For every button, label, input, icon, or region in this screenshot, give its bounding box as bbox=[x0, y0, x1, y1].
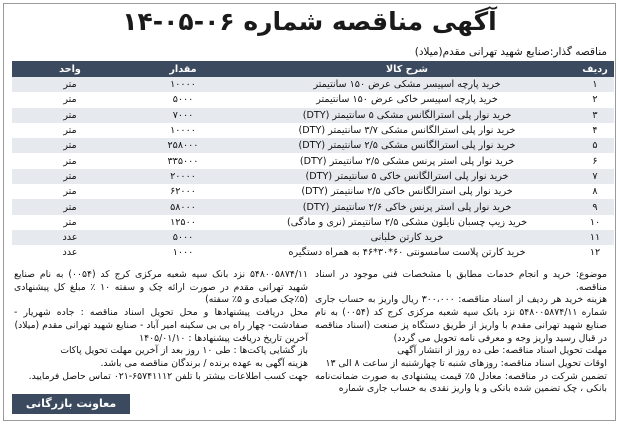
terms-paragraph: آخرین تاریخ دریافت پیشنهادها : ۱۴۰۵/۰۱/۱۰ bbox=[139, 332, 308, 344]
cell-index: ۳ bbox=[576, 108, 614, 123]
cell-index: ۵ bbox=[576, 138, 614, 153]
cell-unit: متر bbox=[12, 215, 128, 230]
table-row bbox=[12, 245, 614, 260]
header-quantity: مقدار bbox=[128, 61, 238, 77]
cell-quantity: ۲۵۸۰۰۰ bbox=[128, 138, 238, 153]
table-row bbox=[12, 184, 614, 199]
cell-description: خرید کارتن خلبانی bbox=[238, 230, 576, 245]
cell-quantity: ۲۰۰۰۰ bbox=[128, 169, 238, 184]
terms-paragraph: هزینه خرید هر ردیف از اسناد مناقصه: ۳۰۰،۰۰۰ ریال واریز به حساب جاری شماره ۵۴۸۰۰۵۸۷۴/۱۱ نزد بانک سپه شعبه مرکزی کرج کد (۰۰۵۴) به نام صنایع شهید تهرانی مقدم با واریز از طریق دستگاه پز صنعت (اسناد مناقصه در قبال رسید واریز وجه و معرفی نامه تحویل می گردد) bbox=[315, 294, 608, 344]
cell-quantity: ۶۲۰۰۰ bbox=[128, 184, 238, 199]
table-row bbox=[12, 108, 614, 123]
terms-paragraph: تضمین شرکت در مناقصه: معادل ۵٪ قیمت پیشنهادی به صورت ضمانت‌نامه بانکی ، چک تضمین شده بانکی و یا واریز نقدی به حساب جاری شماره bbox=[315, 370, 607, 395]
cell-index: ۱۰ bbox=[576, 215, 614, 230]
cell-unit: عدد bbox=[12, 230, 128, 245]
table-row bbox=[12, 123, 614, 138]
table-row bbox=[12, 199, 614, 214]
cell-quantity: ۱۰۰۰۰ bbox=[128, 77, 238, 92]
cell-index: ۶ bbox=[576, 153, 614, 168]
cell-unit: متر bbox=[12, 184, 128, 199]
cell-index: ۱۲ bbox=[576, 245, 614, 260]
cell-index: ۲ bbox=[576, 92, 614, 107]
terms-paragraph: موضوع: خرید و انجام خدمات مطابق با مشخصات فنی موجود در اسناد مناقصه. bbox=[315, 269, 607, 293]
cell-description: خرید پارچه اسپیسر مشکی عرض ۱۵۰ سانتیمتر bbox=[238, 77, 576, 92]
cell-quantity: ۳۳۵۰۰۰ bbox=[128, 153, 238, 168]
cell-description: خرید نوار پلی استرالگانس خاکی ۲/۵ سانتیمتر (DTY) bbox=[238, 184, 576, 199]
cell-unit: متر bbox=[12, 108, 128, 123]
terms-paragraph: باز گشایی پاکت‌ها : طی ۱۰ روز بعد از آخرین مهلت تحویل پاکات bbox=[60, 345, 308, 357]
cell-unit: عدد bbox=[12, 245, 128, 260]
cell-description: خرید نوار پلی استرالگانس مشکی ۳/۷ سانتیمتر (DTY) bbox=[238, 123, 576, 138]
cell-description: خرید نوار پلی استرالگانس مشکی ۵ سانتیمتر (DTY) bbox=[238, 108, 576, 123]
cell-unit: متر bbox=[12, 92, 128, 107]
items-table bbox=[12, 61, 614, 261]
cell-description: خرید نوار پلی استرالگانس خاکی ۵ سانتیمتر (DTY) bbox=[238, 169, 576, 184]
cell-index: ۴ bbox=[576, 123, 614, 138]
table-row bbox=[12, 77, 614, 92]
cell-description: خرید نوار پلی استر پرنس مشکی ۲/۵ سانتیمتر (DTY) bbox=[238, 153, 576, 168]
items-table-body bbox=[12, 77, 614, 261]
table-row bbox=[12, 230, 614, 245]
cell-unit: متر bbox=[12, 169, 128, 184]
terms-paragraph: جهت کسب اطلاعات بیشتر با تلفن ۶۵۷۴۱۱۱۲-۰۲۱ تماس حاصل فرمایید. bbox=[28, 370, 308, 382]
notice-title: آگهی مناقصه شماره ۰۶-۰۵-۱۴ bbox=[122, 7, 497, 36]
cell-unit: متر bbox=[12, 77, 128, 92]
cell-quantity: ۵۰۰۰ bbox=[128, 92, 238, 107]
terms-paragraph: هزینه آگهی به عهده برنده / برندگان مناقصه می باشد. bbox=[100, 357, 308, 369]
cell-description: خرید زیپ چسبان نایلون مشکی ۲/۵ سانتیمتر (نری و مادگی) bbox=[238, 215, 576, 230]
header-index: ردیف bbox=[576, 61, 614, 77]
header-unit: واحد bbox=[12, 61, 128, 77]
cell-quantity: ۵۰۰۰ bbox=[128, 230, 238, 245]
table-header-row bbox=[12, 61, 614, 77]
terms-paragraph: محل دریافت پیشنهادها و محل تحویل اسناد مناقصه : جاده شهریار - صفادشت- چهار راه بی بی سکینه امیر آباد - صنایع شهید تهرانی مقدم (میلاد) bbox=[14, 307, 308, 331]
cell-unit: متر bbox=[12, 199, 128, 214]
cell-index: ۹ bbox=[576, 199, 614, 214]
terms-paragraph: مهلت تحویل اسناد مناقصه: طی ده روز از انتشار آگهی bbox=[397, 345, 607, 357]
terms-paragraph: ۵۴۸۰۰۵۸۷۴/۱۱ نزد بانک سپه شعبه مرکزی کرج کد (۰۰۵۴) به نام صنایع شهید تهرانی مقدم در صورت ارائه چک و سفته ۱۰ ٪ مبلغ کل پیشنهادی (۵٪چک صیادی و ۵٪ سفته) bbox=[14, 269, 309, 306]
table-row bbox=[12, 138, 614, 153]
cell-quantity: ۱۲۵۰۰ bbox=[128, 215, 238, 230]
department-badge: معاونت بازرگانی bbox=[12, 394, 130, 414]
terms-left-column bbox=[14, 269, 308, 383]
header-description: شرح کالا bbox=[238, 61, 576, 77]
cell-quantity: ۱۰۰۰۰ bbox=[128, 123, 238, 138]
tender-notice bbox=[3, 3, 616, 421]
cell-unit: متر bbox=[12, 138, 128, 153]
terms-paragraph: اوقات تحویل اسناد مناقصه: روزهای شنبه تا چهارشنبه از ساعت ۸ الی ۱۳ bbox=[325, 357, 607, 369]
cell-quantity: ۷۰۰۰ bbox=[128, 108, 238, 123]
cell-unit: متر bbox=[12, 153, 128, 168]
cell-index: ۷ bbox=[576, 169, 614, 184]
cell-description: خرید پارچه اسپیسر خاکی عرض ۱۵۰ سانتیمتر bbox=[238, 92, 576, 107]
cell-description: خرید نوار پلی استر پرنس خاکی ۲/۶ سانتیمتر (DTY) bbox=[238, 199, 576, 214]
table-row bbox=[12, 153, 614, 168]
table-row bbox=[12, 169, 614, 184]
cell-index: ۱۱ bbox=[576, 230, 614, 245]
cell-description: خرید کارتن پلاست سامسونتی ۶۰*۳۰*۴۶ به همراه دستگیره bbox=[238, 245, 576, 260]
cell-index: ۱ bbox=[576, 77, 614, 92]
cell-unit: متر bbox=[12, 123, 128, 138]
table-row bbox=[12, 215, 614, 230]
terms-right-column bbox=[315, 269, 607, 396]
cell-quantity: ۵۸۰۰۰ bbox=[128, 199, 238, 214]
tender-organizer: مناقصه گذار:صنایع شهید تهرانی مقدم(میلاد) bbox=[414, 46, 607, 58]
cell-index: ۸ bbox=[576, 184, 614, 199]
cell-description: خرید نوار پلی استرالگانس مشکی ۲/۵ سانتیمتر (DTY) bbox=[238, 138, 576, 153]
cell-quantity: ۱۰۰۰ bbox=[128, 245, 238, 260]
table-row bbox=[12, 92, 614, 107]
